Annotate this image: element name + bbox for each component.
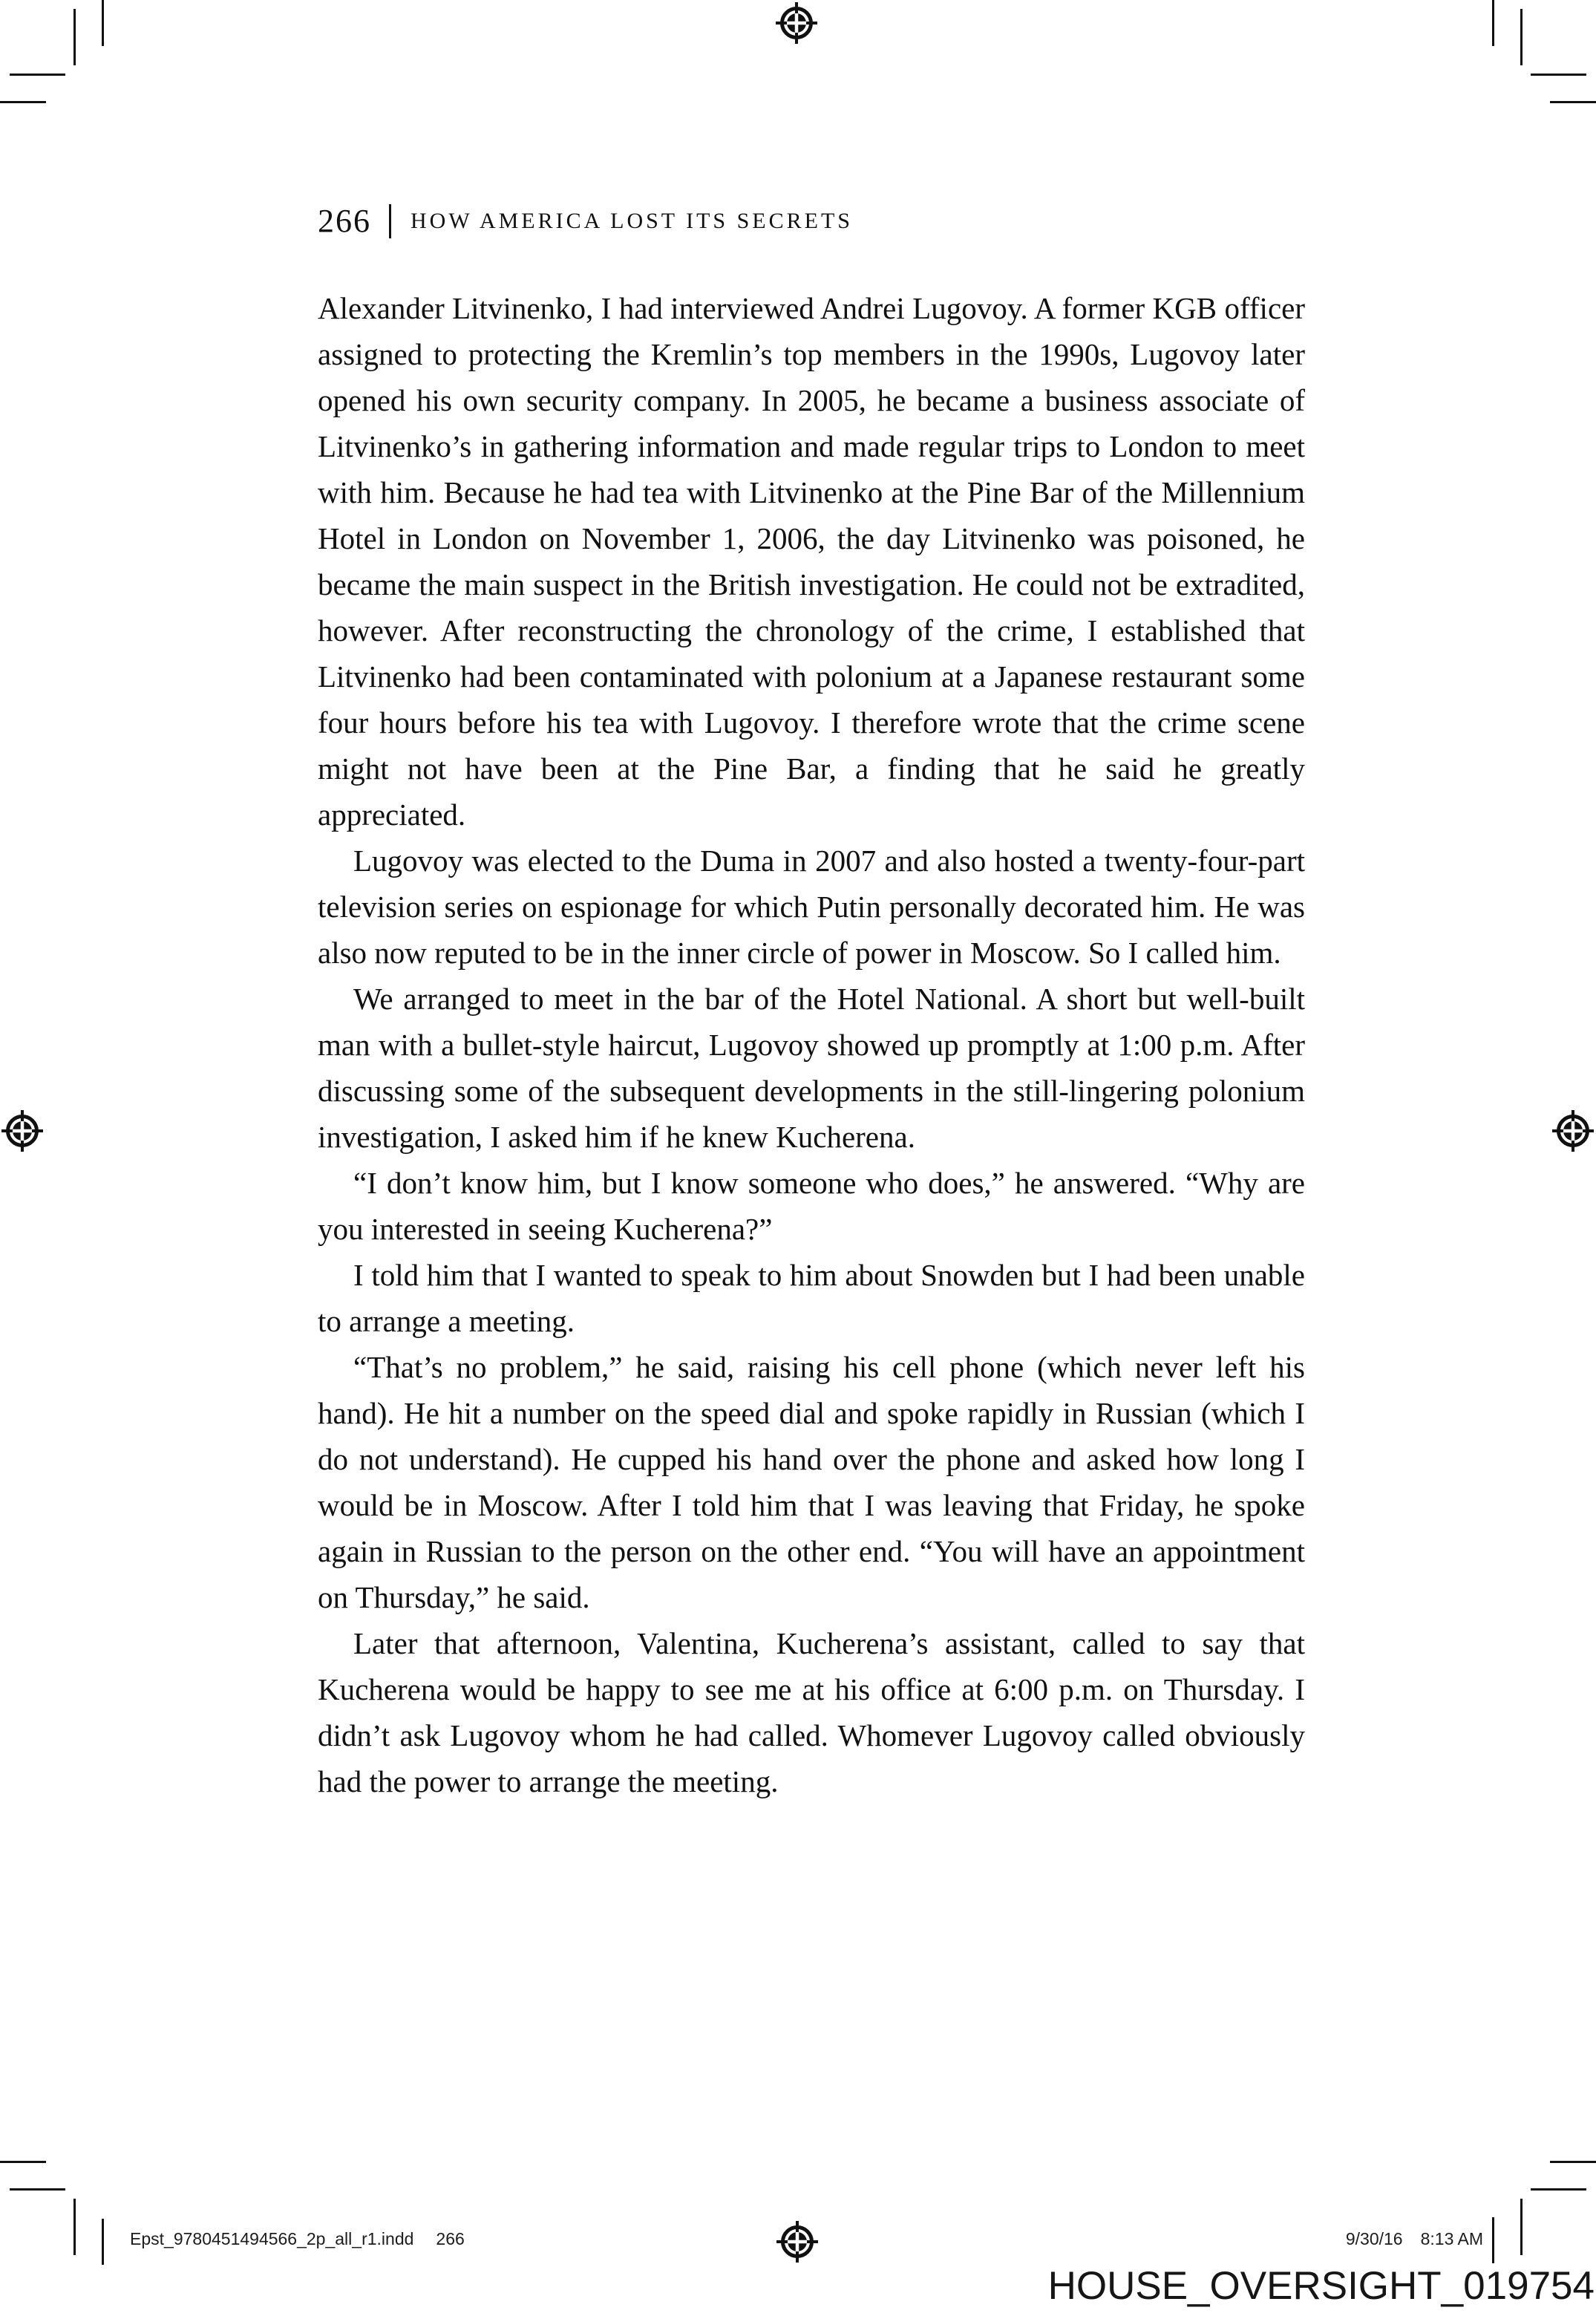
crop-mark [1520, 2199, 1523, 2255]
crop-mark [1492, 2217, 1494, 2263]
crop-mark [0, 101, 46, 103]
crop-mark [73, 9, 76, 65]
slug-time: 8:13 AM [1420, 2229, 1483, 2248]
crop-mark [10, 74, 65, 76]
registration-target-icon [1552, 1110, 1594, 1152]
page-number: 266 [318, 203, 371, 239]
crop-mark [1550, 2161, 1596, 2163]
crop-mark [1520, 9, 1523, 65]
body-paragraph: Lugovoy was elected to the Duma in 2007 and also hosted a twenty-four-part television series on espionage for which Putin personally decorated him. He was also now reputed to be in the inner circle of power in Moscow. So I called him. [318, 844, 1305, 970]
body-paragraph: We arranged to meet in the bar of the Hotel National. A short but well-built man with a bullet-style haircut, Lugovoy showed up promptly at 1:00 p.m. After discussing some of the subsequent developments in the still-lingering polonium investigation, I asked him if he knew Kucherena. [318, 982, 1305, 1154]
crop-mark [1492, 0, 1494, 46]
running-head [318, 202, 853, 241]
registration-target-icon [1, 1110, 43, 1152]
printer-slug-datetime [1188, 2229, 1483, 2249]
body-text-block [318, 285, 1305, 1804]
body-paragraph: Alexander Litvinenko, I had interviewed Andrei Lugovoy. A former KGB officer assigned to protecting the Kremlin’s top members in the 1990s, Lugovoy later opened his own security company. In 2005, he became a business associate of Litvinenko’s in gathering information and made regular trips to London to meet with him. Because he had tea with Litvinenko at the Pine Bar of the Millennium Hotel in London on November 1, 2006, the day Litvinenko was poisoned, he became the main suspect in the British investigation. He could not be extradited, however. After reconstructing the chronology of the crime, I established that Litvinenko had been contaminated with polonium at a Japanese restaurant some four hours before his tea with Lugovoy. I therefore wrote that the crime scene might not have been at the Pine Bar, a finding that he said he greatly appreciated. [318, 291, 1305, 832]
crop-mark [102, 2219, 104, 2265]
crop-mark [1531, 2188, 1586, 2191]
crop-mark [73, 2199, 76, 2255]
slug-file-page: 266 [436, 2229, 465, 2248]
registration-target-icon [776, 2221, 818, 2263]
bates-stamp: HOUSE_OVERSIGHT_019754 [1047, 2264, 1595, 2308]
registration-target-icon [776, 2, 817, 44]
body-paragraph: “That’s no problem,” he said, raising his cell phone (which never left his hand). He hit a number on the speed dial and spoke rapidly in Russian (which I do not understand). He cupped his hand over the phone and asked how long I would be in Moscow. After I told him that I was leaving that Friday, he spoke again in Russian to the person on the other end. “You will have an appointment on Thursday,” he said. [318, 1350, 1305, 1614]
body-paragraph: “I don’t know him, but I know someone who does,” he answered. “Why are you interested in seeing Kucherena?” [318, 1166, 1305, 1246]
running-title: HOW AMERICA LOST ITS SECRETS [411, 209, 853, 233]
header-divider [389, 204, 391, 238]
body-paragraph: Later that afternoon, Valentina, Kucherena’s assistant, called to say that Kucherena would be happy to see me at his office at 6:00 p.m. on Thursday. I didn’t ask Lugovoy whom he had called. Whomever Lugovoy called obviously had the power to arrange the meeting. [318, 1626, 1305, 1798]
printer-slug-file [130, 2229, 465, 2249]
crop-mark [1550, 101, 1596, 103]
body-paragraph: I told him that I wanted to speak to him about Snowden but I had been unable to arrange a meeting. [318, 1258, 1305, 1338]
crop-mark [1531, 74, 1586, 76]
crop-mark [10, 2188, 65, 2191]
slug-date: 9/30/16 [1345, 2229, 1403, 2248]
crop-mark [0, 2161, 46, 2163]
slug-file-name: Epst_9780451494566_2p_all_r1.indd [130, 2229, 414, 2248]
crop-mark [102, 0, 104, 46]
